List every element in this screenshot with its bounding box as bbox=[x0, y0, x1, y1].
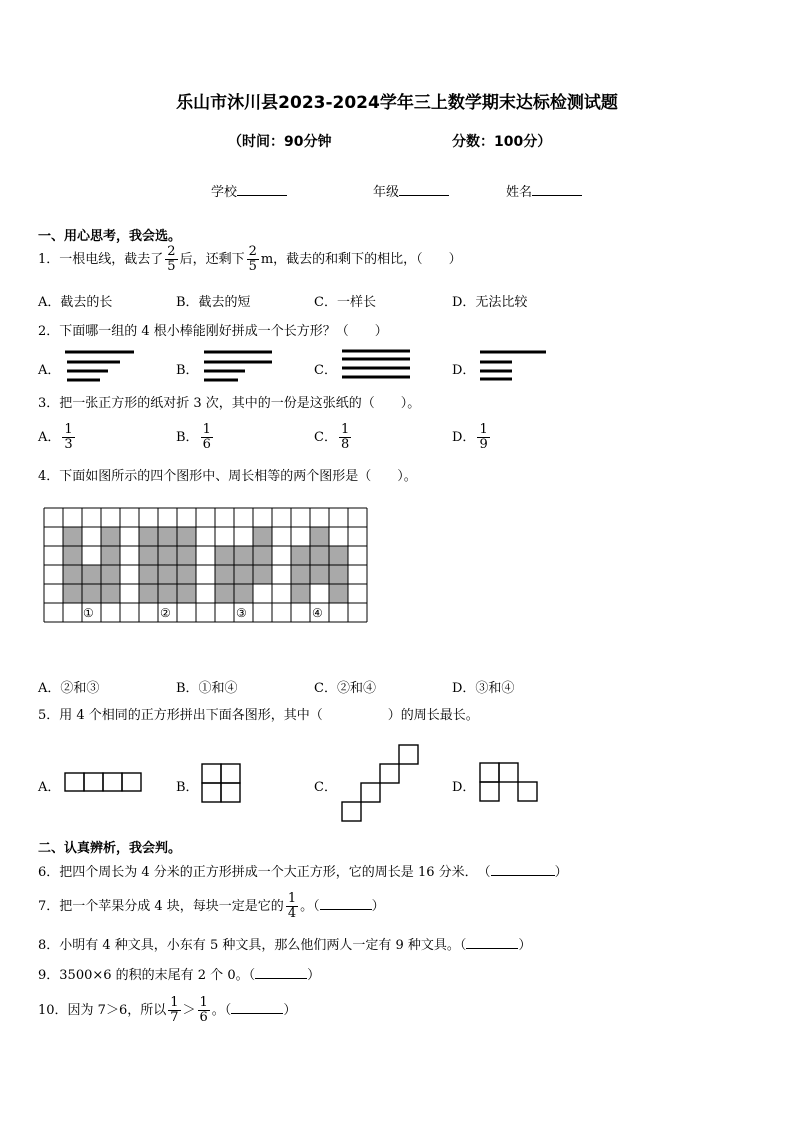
answer-blank[interactable] bbox=[320, 897, 372, 910]
answer-blank[interactable] bbox=[255, 966, 307, 979]
fraction: $\frac{1}{7}$ bbox=[170, 995, 179, 1025]
question-3: 3．把一张正方形的纸对折 3 次，其中的一份是这张纸的（ ）。 bbox=[38, 396, 421, 411]
q1-option-a[interactable]: A．截去的长 bbox=[38, 295, 113, 310]
q5-option-c[interactable]: C． bbox=[314, 780, 337, 795]
q5-figure-d bbox=[480, 763, 537, 801]
q3-option-c[interactable]: C． $\frac{1}{8}$ bbox=[314, 422, 350, 452]
q4-option-d[interactable]: D．③和④ bbox=[452, 681, 515, 696]
q1-option-b[interactable]: B．截去的短 bbox=[176, 295, 251, 310]
q4-option-b[interactable]: B．①和④ bbox=[176, 681, 238, 696]
q5-figure-c bbox=[342, 745, 418, 821]
question-9: 9．3500×6 的积的末尾有 2 个 0。（ ） bbox=[38, 968, 321, 983]
answer-blank[interactable] bbox=[491, 863, 555, 876]
q2-option-c[interactable]: C． bbox=[314, 363, 337, 378]
fraction: $\frac{1}{6}$ bbox=[199, 995, 208, 1025]
fraction: $\frac{2}{5}$ bbox=[248, 244, 257, 274]
fraction: $\frac{1}{9}$ bbox=[479, 422, 488, 452]
figure-mark-2: ② bbox=[160, 606, 171, 620]
answer-blank[interactable] bbox=[231, 1001, 283, 1014]
q3-option-a[interactable]: A． $\frac{1}{3}$ bbox=[38, 422, 73, 452]
q5-option-a[interactable]: A． bbox=[38, 780, 61, 795]
q1-option-d[interactable]: D．无法比较 bbox=[452, 295, 528, 310]
question-1: 1．一根电线，截去了 $\frac{2}{5}$ 后，还剩下 $\frac{2}{5}$ m，截去的和剩下的相比，（ ） bbox=[38, 244, 462, 274]
question-2: 2．下面哪一组的 4 根小棒能刚好拼成一个长方形？（ ） bbox=[38, 324, 388, 339]
question-5: 5．用 4 个相同的正方形拼出下面各图形，其中（ ）的周长最长。 bbox=[38, 708, 479, 723]
q3-option-d[interactable]: D． $\frac{1}{9}$ bbox=[452, 422, 488, 452]
grade-field[interactable]: 年级 bbox=[373, 181, 449, 200]
question-7: 7．把一个苹果分成 4 块，每块一定是它的 $\frac{1}{4}$ 。（ ） bbox=[38, 891, 385, 921]
q2-option-d[interactable]: D． bbox=[452, 363, 476, 378]
question-8: 8．小明有 4 种文具，小东有 5 种文具，那么他们两人一定有 9 种文具。（ ） bbox=[38, 938, 532, 953]
name-field[interactable]: 姓名 bbox=[506, 181, 582, 200]
fraction: $\frac{2}{5}$ bbox=[167, 244, 176, 274]
question-10: 10．因为 7＞6，所以 $\frac{1}{7}$ ＞ $\frac{1}{6}$ 。（ ） bbox=[38, 995, 297, 1025]
q5-option-b[interactable]: B． bbox=[176, 780, 199, 795]
q4-option-a[interactable]: A．②和③ bbox=[38, 681, 100, 696]
q4-option-c[interactable]: C．②和④ bbox=[314, 681, 376, 696]
q5-figure-b bbox=[202, 764, 240, 802]
question-6: 6．把四个周长为 4 分米的正方形拼成一个大正方形，它的周长是 16 分米． （ ） bbox=[38, 865, 568, 880]
fraction: $\frac{1}{6}$ bbox=[202, 422, 211, 452]
fraction: $\frac{1}{4}$ bbox=[287, 891, 297, 921]
q5-figure-a bbox=[65, 773, 141, 791]
page-title: 乐山市沐川县2023-2024学年三上数学期末达标检测试题 bbox=[176, 93, 618, 113]
figure-mark-4: ④ bbox=[312, 606, 323, 620]
figure-mark-3: ③ bbox=[236, 606, 247, 620]
question-4: 4．下面如图所示的四个图形中、周长相等的两个图形是（ ）。 bbox=[38, 469, 417, 484]
fraction: $\frac{1}{8}$ bbox=[340, 422, 350, 452]
q3-option-b[interactable]: B． $\frac{1}{6}$ bbox=[176, 422, 211, 452]
exam-time: （时间：90分钟 bbox=[228, 134, 332, 150]
section-2-heading: 二、认真辨析，我会判。 bbox=[38, 841, 182, 856]
q2-option-b[interactable]: B． bbox=[176, 363, 199, 378]
q5-option-d[interactable]: D． bbox=[452, 780, 476, 795]
section-1-heading: 一、用心思考，我会选。 bbox=[38, 229, 182, 244]
figure-mark-1: ① bbox=[83, 606, 94, 620]
q2-option-a[interactable]: A． bbox=[38, 363, 61, 378]
exam-score: 分数：100分） bbox=[452, 134, 552, 150]
q1-option-c[interactable]: C．一样长 bbox=[314, 295, 376, 310]
school-field[interactable]: 学校 bbox=[211, 181, 287, 200]
answer-blank[interactable] bbox=[466, 936, 518, 949]
fraction: $\frac{1}{3}$ bbox=[64, 422, 73, 452]
